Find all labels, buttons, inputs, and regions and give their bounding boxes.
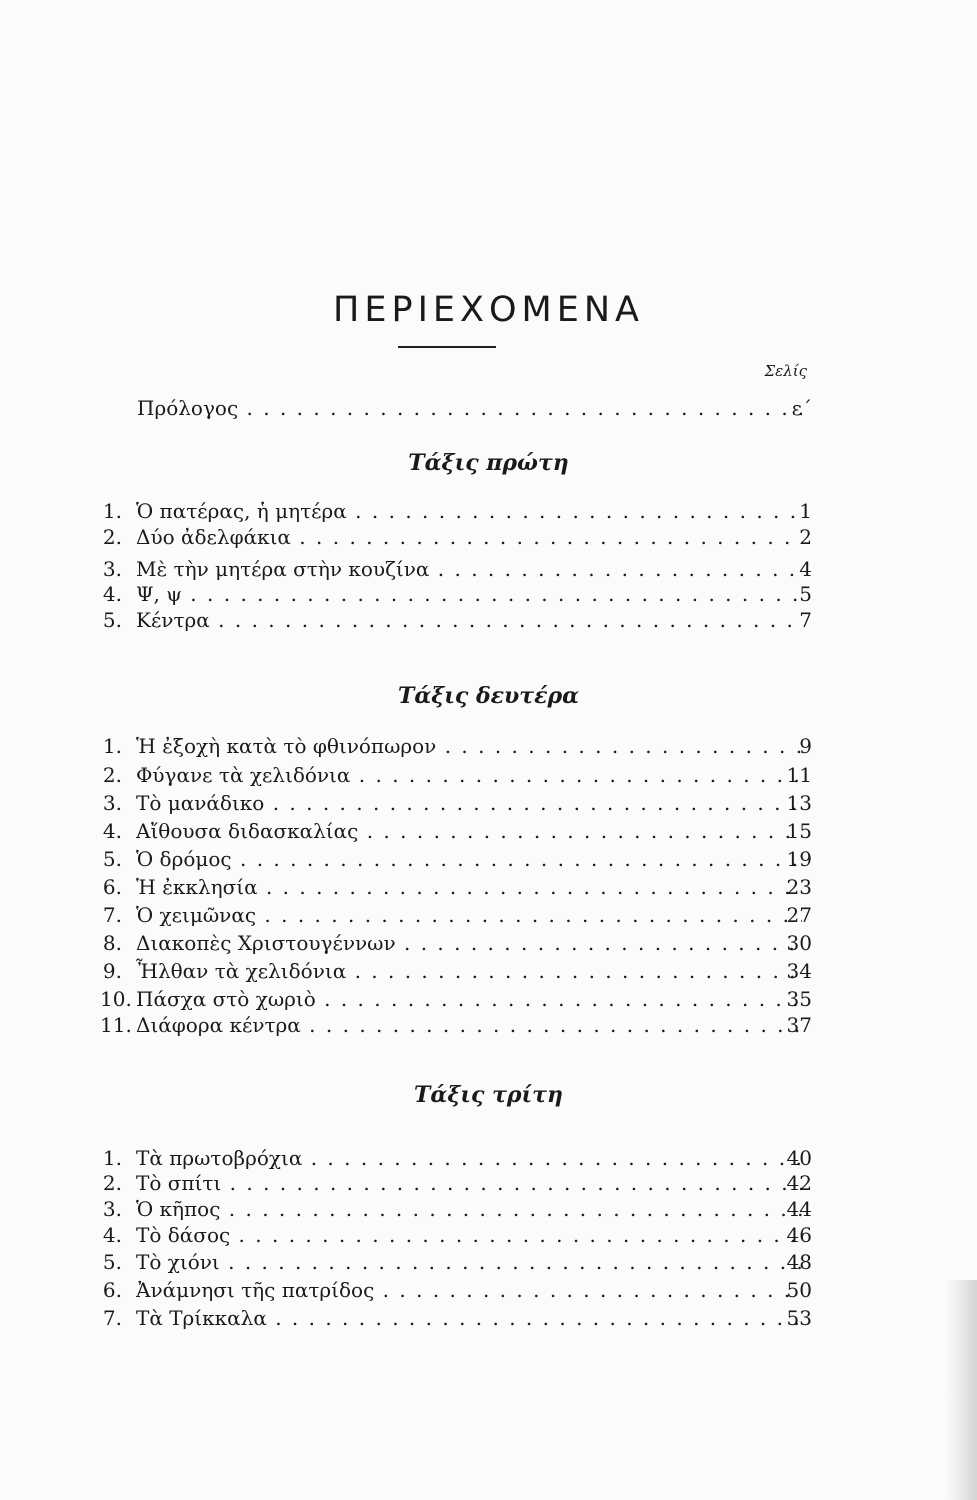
toc-entry-number: 1. [102, 1146, 122, 1170]
toc-entry-number: 2. [102, 1171, 122, 1195]
toc-entry-page: 50 [786, 1278, 812, 1302]
toc-entry-page: 11 [786, 763, 812, 787]
toc-entry [0, 846, 977, 872]
toc-entry-number: 3. [102, 791, 122, 815]
toc-entry-number: 1. [102, 499, 122, 523]
toc-entry-number: 5. [102, 608, 122, 632]
toc-entry-page: 9 [799, 734, 812, 758]
toc-entry-label: Ὁ πατέρας, ἡ μητέρα . . . [136, 498, 802, 524]
toc-entry-page: 40 [786, 1146, 812, 1170]
toc-entry-page: 46 [786, 1223, 812, 1247]
section-heading-3: Τάξις τρίτη [414, 1082, 563, 1108]
toc-entry [0, 762, 977, 788]
toc-entry-page: 2 [799, 525, 812, 549]
toc-entry [0, 607, 977, 633]
toc-entry-page: 19 [786, 847, 812, 871]
toc-entry-label: Δύο ἀδελφάκια . . . [136, 524, 802, 550]
toc-entry-number: 9. [102, 959, 122, 983]
toc-entry-page: 34 [786, 959, 812, 983]
toc-entry-label: Ὁ δρόμος . . . [136, 846, 802, 872]
toc-entry [0, 874, 977, 900]
toc-entry-label: Πρόλογος . . . [137, 395, 802, 421]
toc-entry [0, 930, 977, 956]
toc-entry-label: Τὸ δάσος . . . [136, 1222, 802, 1248]
toc-entry-page: 37 [786, 1013, 812, 1037]
pages-column-header: Σελίς [764, 362, 807, 380]
toc-entry-number: 5. [102, 847, 122, 871]
toc-entry [0, 1145, 977, 1171]
toc-entry-page: 48 [786, 1250, 812, 1274]
toc-entry-page: 27 [786, 903, 812, 927]
toc-entry-number: 10. [100, 987, 132, 1011]
toc-entry [0, 733, 977, 759]
toc-entry-number: 6. [102, 875, 122, 899]
toc-entry-label: Φύγανε τὰ χελιδόνια . . . [136, 762, 802, 788]
toc-entry-label: Αἴθουσα διδασκαλίας . . . [136, 818, 802, 844]
toc-entry-label: Ἡ ἐκκλησία . . . [136, 874, 802, 900]
toc-entry-page: 1 [799, 499, 812, 523]
toc-entry-number: 11. [100, 1013, 132, 1037]
toc-entry-label: Μὲ τὴν μητέρα στὴν κουζίνα . . . [136, 556, 802, 582]
toc-entry-label: Ὁ χειμῶνας . . . [136, 902, 802, 928]
toc-entry-number: 3. [102, 557, 122, 581]
toc-entry-number: 5. [102, 1250, 122, 1274]
section-heading-2: Τάξις δευτέρα [397, 683, 580, 709]
toc-entry-number: 4. [102, 582, 122, 606]
toc-entry-number: 6. [102, 1278, 122, 1302]
section-heading-1: Τάξις πρώτη [408, 450, 569, 476]
toc-entry-number: 1. [102, 734, 122, 758]
toc-entry [0, 902, 977, 928]
toc-entry-page: 5 [799, 582, 812, 606]
toc-entry [0, 1222, 977, 1248]
toc-entry-page: 13 [786, 791, 812, 815]
toc-entry-label: Διάφορα κέντρα . . . [136, 1012, 802, 1038]
toc-entry-number: 3. [102, 1197, 122, 1221]
toc-entry-label: Τὸ μανάδικο . . . [136, 790, 802, 816]
toc-entry-label: Πάσχα στὸ χωριὸ . . . [136, 986, 802, 1012]
toc-entry [0, 1012, 977, 1038]
toc-entry-label: Ψ, ψ . . . [136, 581, 802, 607]
toc-entry [0, 1305, 977, 1331]
toc-entry [0, 958, 977, 984]
toc-entry-number: 2. [102, 525, 122, 549]
toc-entry-number: 8. [102, 931, 122, 955]
toc-entry-page: 42 [786, 1171, 812, 1195]
toc-entry-number: 4. [102, 1223, 122, 1247]
toc-entry-page: 15 [786, 819, 812, 843]
toc-entry-page: 4 [799, 557, 812, 581]
toc-entry [0, 986, 977, 1012]
title-underline [398, 346, 496, 348]
toc-entry [0, 1196, 977, 1222]
toc-entry-number: 4. [102, 819, 122, 843]
toc-entry-number: 7. [102, 1306, 122, 1330]
toc-entry-label: Τὸ σπίτι . . . [136, 1170, 802, 1196]
toc-entry-page: 23 [786, 875, 812, 899]
toc-entry-label: Τὰ πρωτοβρόχια . . . [136, 1145, 802, 1171]
toc-entry [0, 790, 977, 816]
toc-entry-prologue [0, 395, 977, 421]
toc-entry-label: Ὁ κῆπος . . . [136, 1196, 802, 1222]
toc-entry-number: 2. [102, 763, 122, 787]
toc-entry [0, 818, 977, 844]
toc-entry-page: ε΄ [791, 396, 812, 420]
toc-entry-label: Ἡ ἐξοχὴ κατὰ τὸ φθινόπωρον . . . [136, 733, 802, 759]
toc-entry-label: Τὸ χιόνι . . . [136, 1249, 802, 1275]
toc-entry [0, 1170, 977, 1196]
toc-entry-label: Κέντρα . . . [136, 607, 802, 633]
toc-entry-label: Ἀνάμνησι τῆς πατρίδος . . . [136, 1277, 802, 1303]
toc-entry [0, 581, 977, 607]
toc-entry [0, 498, 977, 524]
page-title: ΠΕΡΙΕΧΟΜΕΝΑ [333, 290, 644, 330]
toc-entry-page: 53 [786, 1306, 812, 1330]
toc-entry-page: 7 [799, 608, 812, 632]
toc-entry [0, 1249, 977, 1275]
scan-shadow [947, 1280, 977, 1500]
toc-entry-label: Ἦλθαν τὰ χελιδόνια . . . [136, 958, 802, 984]
toc-entry-label: Τὰ Τρίκκαλα . . . [136, 1305, 802, 1331]
toc-entry [0, 556, 977, 582]
toc-entry [0, 1277, 977, 1303]
toc-entry-page: 44 [786, 1197, 812, 1221]
toc-entry-label: Διακοπὲς Χριστουγέννων . . . [136, 930, 802, 956]
toc-entry [0, 524, 977, 550]
toc-entry-number: 7. [102, 903, 122, 927]
toc-entry-page: 30 [786, 931, 812, 955]
toc-entry-page: 35 [786, 987, 812, 1011]
